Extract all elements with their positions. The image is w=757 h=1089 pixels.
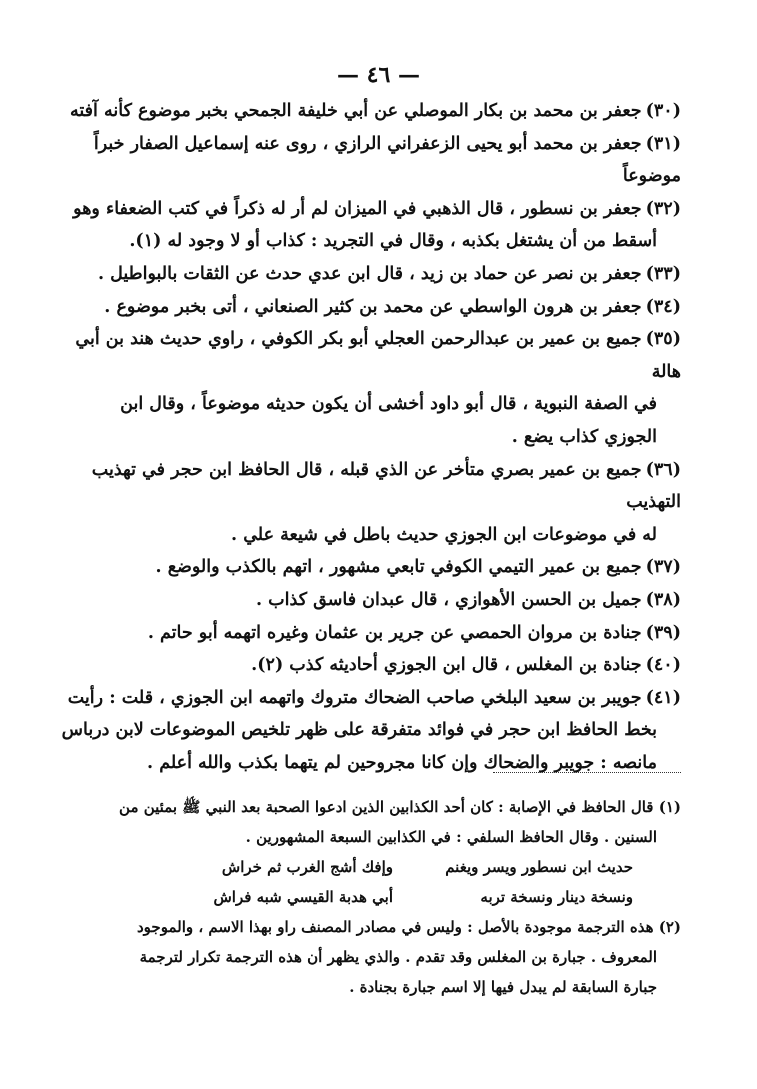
- entry-38: [61, 584, 681, 617]
- entry-continuation: مانصه : جويبر والضحاك وإن كانا مجروحين لم يتهما بكذب والله أعلم .: [147, 752, 657, 773]
- entry-32: [61, 193, 681, 258]
- entry-number: (٤١): [645, 687, 681, 708]
- entry-text: جنادة بن المغلس ، قال ابن الجوزي أحاديثه كذب (٢).: [251, 655, 642, 676]
- entry-continuation: بخط الحافظ ابن حجر في فوائد متفرقة على ظهر تلخيص الموضوعات لابن درباس: [61, 720, 657, 741]
- verse-line: [61, 882, 681, 912]
- footnote-text: قال الحافظ في الإصابة : كان أحد الكذابين الذين ادعوا الصحبة بعد النبي ﷺ بمئين من: [119, 798, 654, 816]
- verse-hemistich: ونسخة دينار ونسخة تربه: [480, 888, 633, 906]
- entry-number: (٣١): [645, 133, 681, 154]
- entry-text: جعفر بن نسطور ، قال الذهبي في الميزان لم أر له ذكراً في كتب الضعفاء وهو: [73, 198, 642, 219]
- entry-text: جميع بن عمير بن عبدالرحمن العجلي أبو بكر الكوفي ، راوي حديث هند بن أبي هالة: [75, 329, 681, 382]
- entry-30: [61, 95, 681, 128]
- entry-continuation: له في موضوعات ابن الجوزي حديث باطل في شيعة علي .: [231, 524, 657, 545]
- entry-number: (٣٧): [645, 557, 681, 578]
- footnote-1: [61, 792, 681, 912]
- entry-33: [61, 258, 681, 291]
- footnote-2: [61, 912, 681, 1002]
- entry-number: (٣٣): [645, 263, 681, 284]
- entry-number: (٣٢): [645, 198, 681, 219]
- footnote-text: هذه الترجمة موجودة بالأصل : وليس في مصادر المصنف راو بهذا الاسم ، والموجود: [137, 918, 654, 936]
- entry-text: جنادة بن مروان الحمصي عن جرير بن عثمان وغيره اتهمه أبو حاتم .: [147, 622, 642, 643]
- entry-text: جميع بن عمير بصري متأخر عن الذي قبله ، قال الحافظ ابن حجر في تهذيب التهذيب: [91, 459, 681, 513]
- entry-number: (٣٤): [645, 296, 681, 317]
- verse-hemistich: حديث ابن نسطور ويسر ويغنم: [445, 858, 633, 876]
- entry-35: [61, 323, 681, 453]
- footnotes: [61, 792, 681, 1002]
- footnote-number: (٢): [658, 918, 681, 936]
- entry-continuation: في الصفة النبوية ، قال أبو داود أخشى أن يكون حديثه موضوعاً ، وقال ابن: [120, 394, 657, 415]
- entry-number: (٣٩): [645, 622, 681, 643]
- entry-34: [61, 291, 681, 324]
- entry-continuation: الجوزي كذاب يضع .: [511, 426, 657, 447]
- entry-41: [61, 682, 681, 780]
- entry-text: جعفر بن محمد بن بكار الموصلي عن أبي خليفة الجمحي بخبر موضوع كأنه آفته: [70, 101, 642, 121]
- verse-line: [61, 852, 681, 882]
- entry-text: جميع بن عمير التيمي الكوفي تابعي مشهور ، اتهم بالكذب والوضع .: [155, 557, 642, 578]
- entry-text: جعفر بن نصر عن حماد بن زيد ، قال ابن عدي حدث عن الثقات بالبواطيل .: [97, 263, 642, 284]
- verse-hemistich: وإفك أشج الغرب ثم خراش: [221, 858, 393, 876]
- entry-number: (٣٠): [645, 101, 681, 121]
- footnote-continuation: جبارة السابقة لم يبدل فيها إلا اسم جبارة بجنادة .: [349, 978, 657, 996]
- entry-39: [61, 617, 681, 650]
- entry-36: [61, 454, 681, 552]
- entry-text: جعفر بن محمد أبو يحيى الزعفراني الرازي ، روى عنه إسماعيل الصفار خبراً موضوعاً: [93, 133, 681, 187]
- entry-number: (٤٠): [645, 655, 681, 676]
- footnote-continuation: المعروف . جبارة بن المغلس وقد تقدم . والذي يظهر أن هذه الترجمة تكرار لترجمة: [139, 948, 657, 966]
- entries-list: [61, 95, 681, 779]
- entry-37: [61, 551, 681, 584]
- entry-text: جويبر بن سعيد البلخي صاحب الضحاك متروك واتهمه ابن الجوزي ، قلت : رأيت: [67, 687, 642, 708]
- entry-number: (٣٨): [645, 589, 681, 610]
- footnote-divider: [493, 772, 681, 773]
- entry-number: (٣٦): [645, 459, 681, 480]
- page-number: — ٤٦ —: [337, 62, 420, 88]
- entry-40: [61, 649, 681, 682]
- footnote-number: (١): [658, 798, 681, 816]
- entry-31: [61, 128, 681, 193]
- verse-hemistich: أبي هدبة القيسي شبه فراش: [213, 888, 393, 906]
- entry-text: جميل بن الحسن الأهوازي ، قال عبدان فاسق كذاب .: [256, 589, 642, 610]
- entry-number: (٣٥): [645, 329, 681, 350]
- entry-text: جعفر بن هرون الواسطي عن محمد بن كثير الصنعاني ، أتى بخبر موضوع .: [104, 296, 642, 317]
- footnote-continuation: السنين . وقال الحافظ السلفي : في الكذابين السبعة المشهورين .: [245, 828, 657, 846]
- entry-continuation: أسقط من أن يشتغل بكذبه ، وقال في التجريد : كذاب أو لا وجود له (١).: [129, 231, 657, 252]
